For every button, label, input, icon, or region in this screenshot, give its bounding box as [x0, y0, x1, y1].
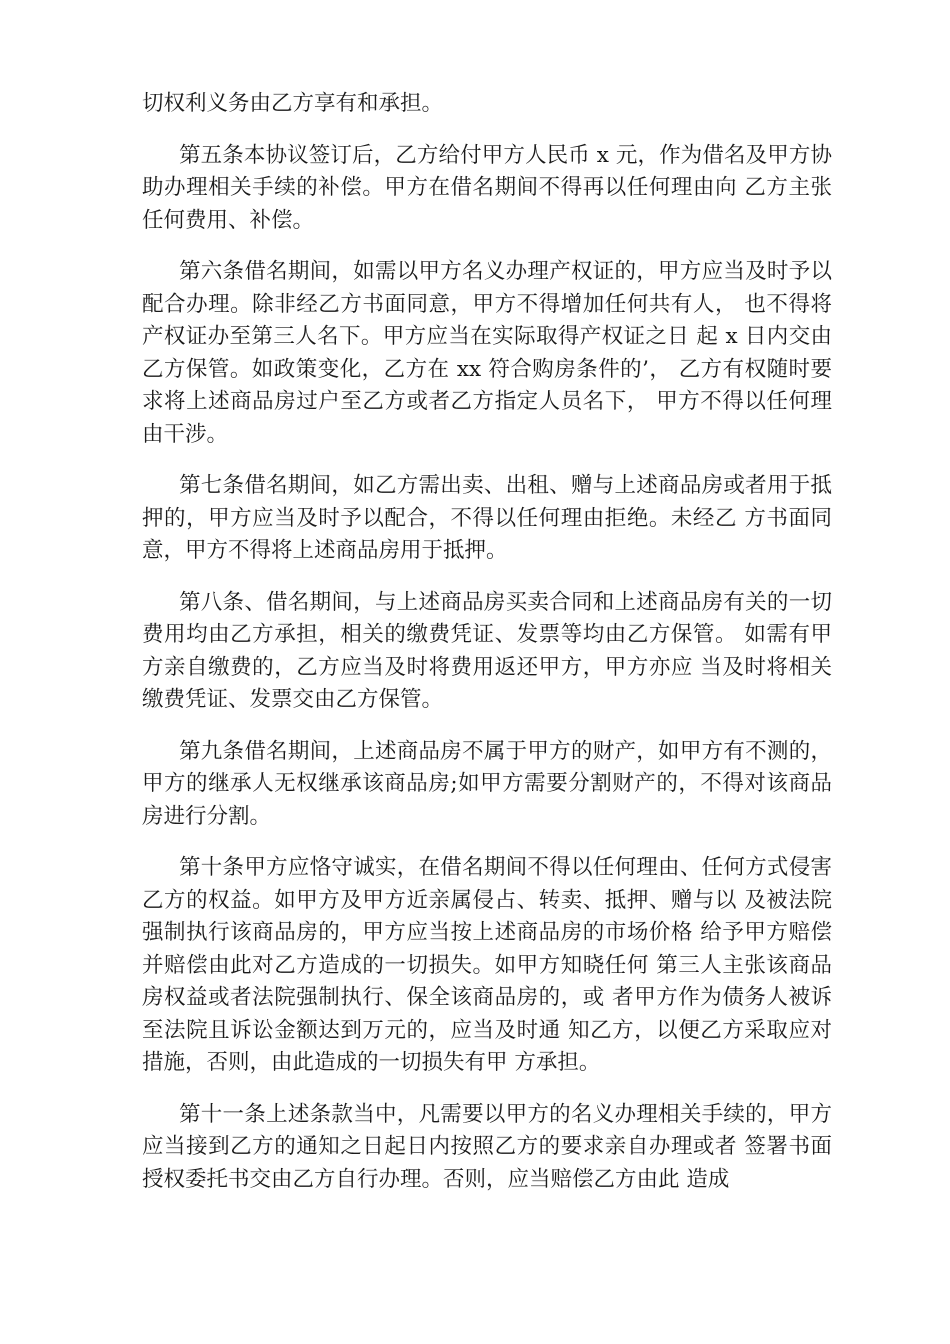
- paragraph-continuation: 切权利义务由乙方享有和承担。: [142, 91, 444, 116]
- paragraph-article-5: 第五条本协议签订后，乙方给付甲方人民币 x 元，作为借名及甲方协助办理相关手续的补偿。甲方在借名期间不得再以任何理由向 乙方主张任何费用、补偿。: [142, 142, 832, 233]
- paragraph-article-9: 第九条借名期间，上述商品房不属于甲方的财产，如甲方有不测的，甲方的继承人无权继承该商品房;如甲方需要分割财产的，不得对该商品房进行分割。: [142, 738, 832, 829]
- paragraph-article-10: 第十条甲方应恪守诚实，在借名期间不得以任何理由、任何方式侵害乙方的权益。如甲方及甲方近亲属侵占、转卖、抵押、赠与以 及被法院强制执行该商品房的，甲方应当按上述商品房的市场价格 给予甲方赔偿并赔偿由此对乙方造成的一切损失。如甲方知晓任何 第三人主张该商品房权益或者法院强制执行、保全该商品房的，或 者甲方作为债务人被诉至法院且诉讼金额达到万元的，应当及时通 知乙方，以便乙方采取应对措施，否则，由此造成的一切损失有甲 方承担。: [142, 855, 832, 1075]
- paragraph-article-6: 第六条借名期间，如需以甲方名义办理产权证的，甲方应当及时予以配合办理。除非经乙方书面同意，甲方不得增加任何共有人， 也不得将产权证办至第三人名下。甲方应当在实际取得产权证之日 起 x 日内交由乙方保管。如政策变化，乙方在 xx 符合购房条件的’， 乙方有权随时要求将上述商品房过户至乙方或者乙方指定人员名下， 甲方不得以任何理由干涉。: [142, 259, 832, 447]
- paragraph-article-11: 第十一条上述条款当中，凡需要以甲方的名义办理相关手续的，甲方应当接到乙方的通知之日起日内按照乙方的要求亲自办理或者 签署书面授权委托书交由乙方自行办理。否则，应当赔偿乙方由此 造成: [142, 1101, 832, 1192]
- document-page: [142, 88, 832, 1215]
- paragraph-article-8: 第八条、借名期间，与上述商品房买卖合同和上述商品房有关的一切费用均由乙方承担，相关的缴费凭证、发票等均由乙方保管。 如需有甲方亲自缴费的，乙方应当及时将费用返还甲方，甲方亦应 当及时将相关缴费凭证、发票交由乙方保管。: [142, 589, 832, 712]
- paragraph-article-7: 第七条借名期间，如乙方需出卖、出租、赠与上述商品房或者用于抵押的，甲方应当及时予以配合，不得以任何理由拒绝。未经乙 方书面同意，甲方不得将上述商品房用于抵押。: [142, 473, 832, 563]
